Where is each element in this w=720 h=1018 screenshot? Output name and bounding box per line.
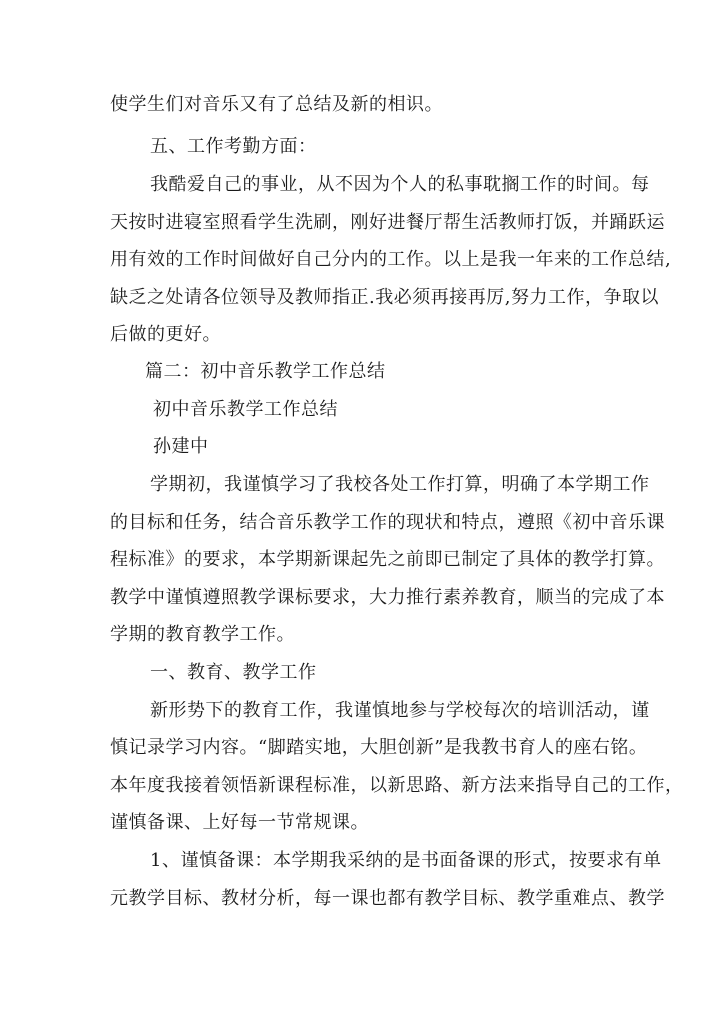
text-line: 天按时进寝室照看学生洗刷，刚好进餐厅帮生活教师打饭，并踊跃运	[110, 212, 665, 233]
text-line: 学期的教育教学工作。	[110, 624, 295, 645]
author-name: 孙建中	[153, 436, 209, 457]
text-line: 教学中谨慎遵照教学课标要求，大力推行素养教育，顺当的完成了本	[110, 587, 665, 608]
document-title: 初中音乐教学工作总结	[153, 399, 338, 420]
text-line: 学期初，我谨慎学习了我校各处工作打算，明确了本学期工作	[150, 474, 650, 495]
text-line: 的目标和任务，结合音乐教学工作的现状和特点，遵照《初中音乐课	[110, 512, 665, 533]
text-line: 用有效的工作时间做好自己分内的工作。以上是我一年来的工作总结,	[110, 249, 672, 270]
text-line: 使学生们对音乐又有了总结及新的相识。	[110, 94, 443, 115]
section-heading: 五、工作考勤方面：	[150, 136, 317, 157]
text-line: 我酷爱自己的事业，从不因为个人的私事耽搁工作的时间。每	[150, 174, 650, 195]
text-line: 缺乏之处请各位领导及教师指正.我必须再接再厉,努力工作，争取以	[110, 287, 659, 308]
chapter-heading: 篇二：初中音乐教学工作总结	[145, 361, 386, 382]
text-line: 1、谨慎备课：本学期我采纳的是书面备课的形式，按要求有单	[150, 850, 662, 871]
text-line: 谨慎备课、上好每一节常规课。	[110, 812, 369, 833]
text-line: 慎记录学习内容。“脚踏实地，大胆创新”是我教书育人的座右铭。	[110, 737, 648, 758]
text-line: 后做的更好。	[110, 324, 221, 345]
text-line: 程标准》的要求，本学期新课起先之前即已制定了具体的教学打算。	[110, 549, 665, 570]
text-line: 本年度我接着领悟新课程标准，以新思路、新方法来指导自己的工作，	[110, 775, 684, 796]
text-line: 新形势下的教育工作，我谨慎地参与学校每次的培训活动，谨	[150, 700, 650, 721]
section-heading: 一、教育、教学工作	[150, 662, 317, 683]
text-line: 元教学目标、教材分析，每一课也都有教学目标、教学重难点、教学	[110, 888, 665, 909]
